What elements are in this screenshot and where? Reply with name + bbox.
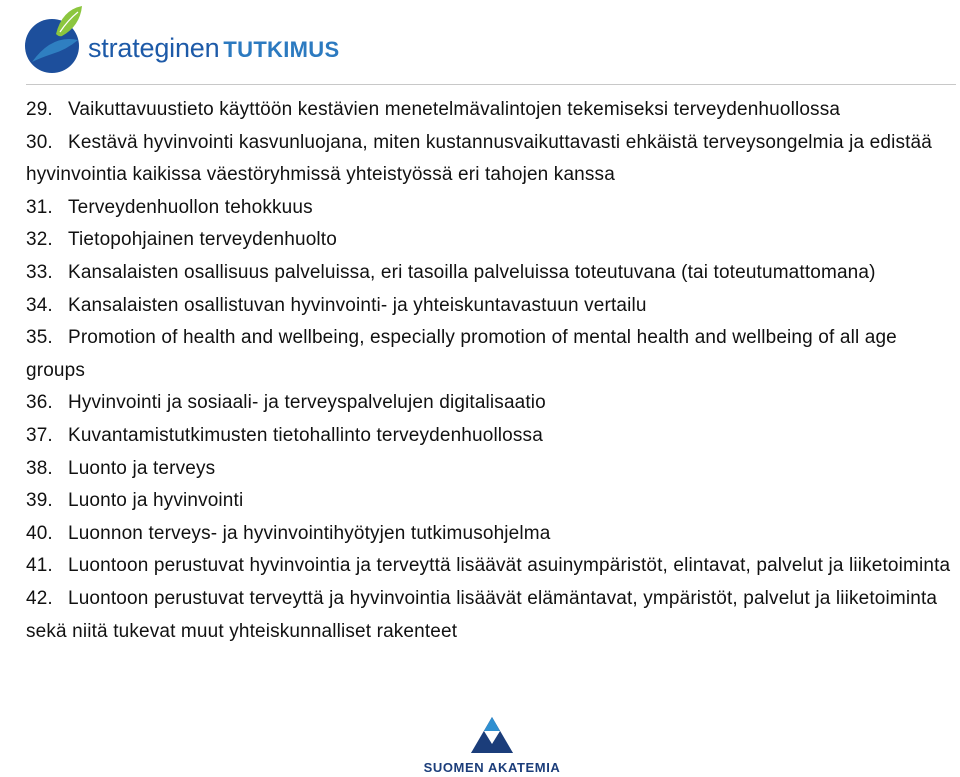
item-number: 32. xyxy=(26,229,53,251)
item-text: Tietopohjainen terveydenhuolto xyxy=(68,229,337,251)
item-number: 39. xyxy=(26,490,53,512)
item-number: 35. xyxy=(26,327,53,349)
item-text: Kansalaisten osallistuvan hyvinvointi- ja yhteiskuntavastuun vertailu xyxy=(68,294,647,316)
list-item xyxy=(26,290,958,323)
list-item xyxy=(26,583,958,648)
item-text: Luonnon terveys- ja hyvinvointihyötyjen tutkimusohjelma xyxy=(68,522,551,544)
item-text: Luontoon perustuvat terveyttä ja hyvinvointia lisäävät elämäntavat, ympäristöt, palvelut ja liiketoiminta sekä niitä tukevat muut yhteiskunnalliset rakenteet xyxy=(26,587,938,642)
list-item xyxy=(26,224,958,257)
item-number: 30. xyxy=(26,131,53,153)
item-text: Hyvinvointi ja sosiaali- ja terveyspalvelujen digitalisaatio xyxy=(68,392,546,414)
list-item xyxy=(26,420,958,453)
item-number: 38. xyxy=(26,457,53,479)
list-item xyxy=(26,453,958,486)
item-number: 29. xyxy=(26,99,53,120)
suomen-akatemia-text: SUOMEN AKATEMIA xyxy=(423,760,561,775)
item-number: 41. xyxy=(26,555,53,577)
item-number: 34. xyxy=(26,294,53,316)
item-number: 33. xyxy=(26,261,53,283)
item-number: 40. xyxy=(26,522,53,544)
list-item xyxy=(26,94,958,127)
logo-word-tutkimus: TUTKIMUS xyxy=(223,37,340,62)
list-item xyxy=(26,257,958,290)
item-number: 31. xyxy=(26,196,53,218)
list-item xyxy=(26,518,958,551)
strateginen-tutkimus-logo xyxy=(22,4,352,80)
item-text: Kestävä hyvinvointi kasvunluojana, miten kustannusvaikuttavasti ehkäistä terveysongelmia ja edistää hyvinvointia kaikissa väestöryhmissä yhteistyössä eri tahojen kanssa xyxy=(26,131,932,186)
item-text: Vaikuttavuustieto käyttöön kestävien menetelmävalintojen tekemiseksi terveydenhuollossa xyxy=(68,99,841,120)
list-item xyxy=(26,485,958,518)
list-item xyxy=(26,387,958,420)
list-item xyxy=(26,127,958,192)
item-text: Kuvantamistutkimusten tietohallinto terveydenhuollossa xyxy=(68,424,543,446)
item-text: Terveydenhuollon tehokkuus xyxy=(68,196,313,218)
item-text: Luontoon perustuvat hyvinvointia ja terveyttä lisäävät asuinympäristöt, elintavat, palvelut ja liiketoiminta xyxy=(68,555,951,577)
strateginen-tutkimus-logo-icon xyxy=(22,4,90,78)
suomen-akatemia-logo xyxy=(412,716,572,776)
item-number: 42. xyxy=(26,587,53,609)
item-text: Luonto ja terveys xyxy=(68,457,216,479)
header-divider xyxy=(26,84,956,85)
item-number: 37. xyxy=(26,424,53,446)
list-item xyxy=(26,550,958,583)
suomen-akatemia-logo-icon xyxy=(470,716,514,754)
item-number: 36. xyxy=(26,392,53,414)
list-item xyxy=(26,192,958,225)
topic-list xyxy=(26,94,958,648)
list-item xyxy=(26,322,958,387)
item-text: Kansalaisten osallisuus palveluissa, eri tasoilla palveluissa toteutuvana (tai toteutumattomana) xyxy=(68,261,876,283)
item-text: Luonto ja hyvinvointi xyxy=(68,490,244,512)
logo-word-strateginen: strateginen xyxy=(88,33,220,63)
item-text: Promotion of health and wellbeing, especially promotion of mental health and wellbeing of all age groups xyxy=(26,327,897,381)
